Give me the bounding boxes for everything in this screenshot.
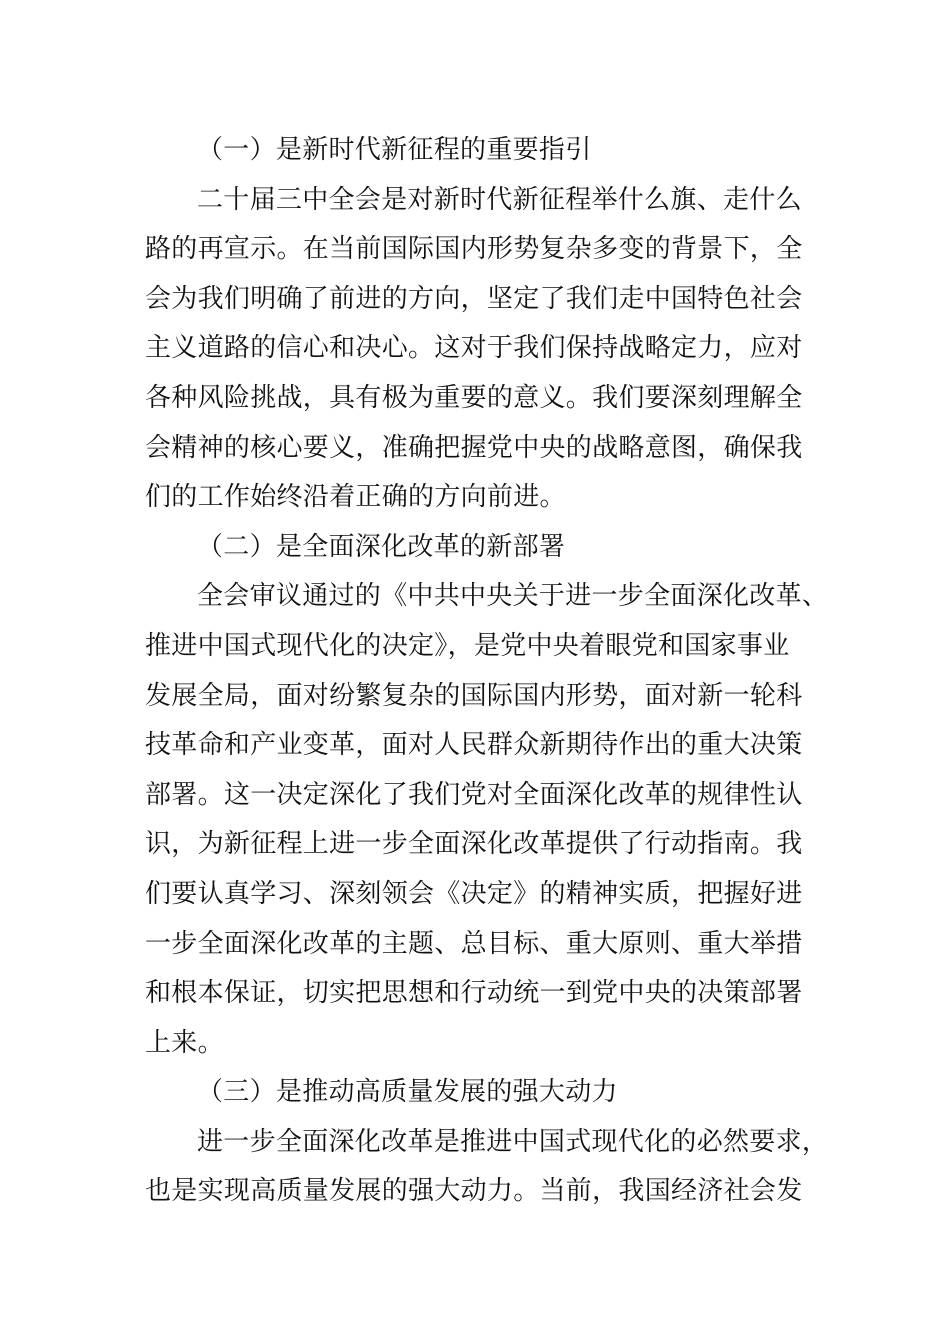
paragraph-line: 们要认真学习、深刻领会《决定》的精神实质，把握好进: [145, 878, 803, 909]
paragraph-line: 会为我们明确了前进的方向，坚定了我们走中国特色社会: [145, 283, 803, 314]
section-1: [145, 126, 810, 523]
paragraph-line: 各种风险挑战，具有极为重要的意义。我们要深刻理解全: [145, 382, 803, 413]
section-heading: （一）是新时代新征程的重要指引: [197, 135, 592, 165]
paragraph-line: 路的再宣示。在当前国际国内形势复杂多变的背景下，全: [145, 234, 803, 265]
section-heading: （二）是全面深化改革的新部署: [197, 531, 566, 562]
section-heading: （三）是推动高质量发展的强大动力: [197, 1077, 618, 1108]
paragraph-line: 和根本保证，切实把思想和行动统一到党中央的决策部署: [145, 978, 803, 1009]
paragraph-line: 一步全面深化改革的主题、总目标、重大原则、重大举措: [145, 928, 803, 959]
paragraph-line: 发展全局，面对纷繁复杂的国际国内形势，面对新一轮科: [145, 680, 803, 711]
paragraph-line: 们的工作始终沿着正确的方向前进。: [145, 482, 566, 513]
section-3: [145, 1068, 829, 1217]
paragraph-line: 技革命和产业变革，面对人民群众新期待作出的重大决策: [145, 730, 803, 761]
paragraph-line: 部署。这一决定深化了我们党对全面深化改革的规律性认: [145, 779, 803, 810]
paragraph-line: 会精神的核心要义，准确把握党中央的战略意图，确保我: [145, 432, 803, 463]
paragraph-line: 主义道路的信心和决心。这对于我们保持战略定力，应对: [145, 333, 803, 364]
document-page: [145, 126, 829, 1217]
paragraph-line: 识，为新征程上进一步全面深化改革提供了行动指南。我: [145, 829, 803, 860]
paragraph-line: 上来。: [145, 1027, 224, 1058]
section-paragraph: [145, 176, 810, 523]
paragraph-line: 全会审议通过的《中共中央关于进一步全面深化改革、: [197, 581, 829, 612]
paragraph-line: 也是实现高质量发展的强大动力。当前，我国经济社会发: [145, 1176, 803, 1207]
section-paragraph: [145, 1118, 829, 1217]
section-paragraph: [145, 572, 829, 1068]
paragraph-line: 二十届三中全会是对新时代新征程举什么旗、走什么: [197, 184, 802, 215]
section-2: [145, 523, 829, 1069]
paragraph-line: 进一步全面深化改革是推进中国式现代化的必然要求，: [197, 1126, 829, 1157]
paragraph-line: 推进中国式现代化的决定》，是党中央着眼党和国家事业: [145, 630, 790, 661]
